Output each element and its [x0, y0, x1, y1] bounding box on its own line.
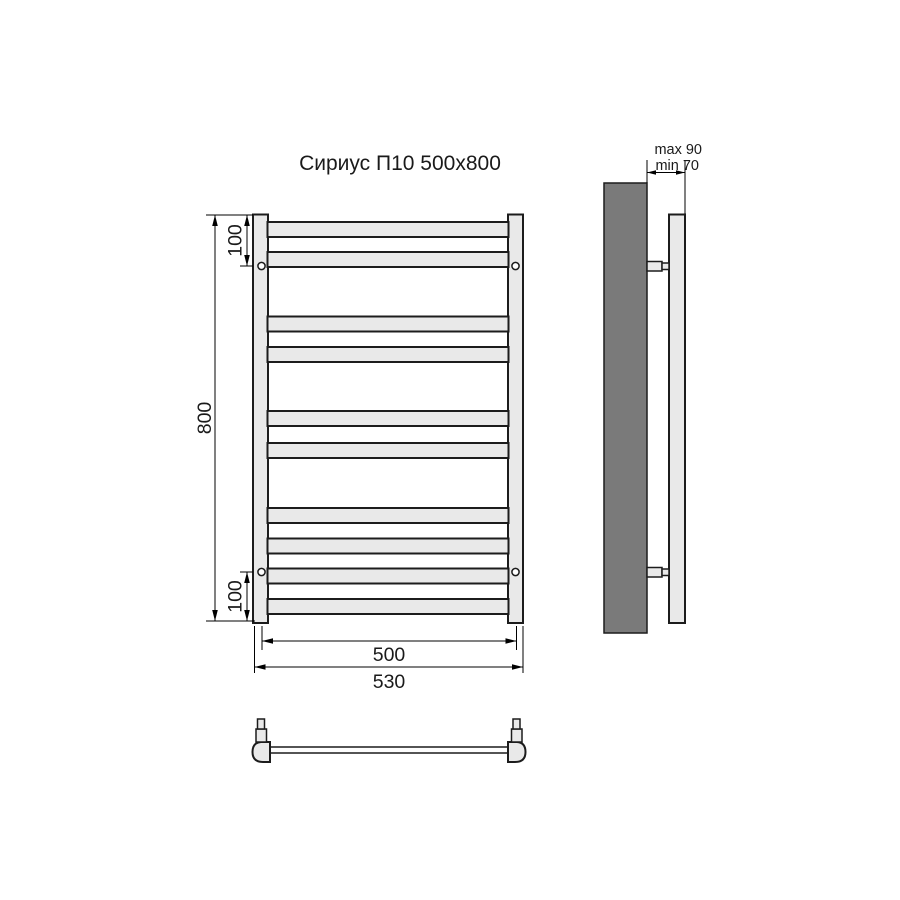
mount-hole [258, 262, 265, 269]
rung [268, 599, 509, 614]
dim-label-530: 530 [372, 671, 406, 693]
dim-label-min-70: min 70 [655, 158, 699, 174]
dim-width-500 [262, 626, 517, 666]
mount-hole [258, 568, 265, 575]
dim-top-offset-100 [225, 215, 254, 266]
bracket-bottom-base [647, 568, 662, 578]
arrow-right [512, 664, 523, 670]
wall-section [604, 183, 647, 633]
arrow-right [506, 638, 517, 644]
mount-hole [512, 568, 519, 575]
side-view [604, 142, 702, 633]
bracket-bottom-stem [662, 569, 669, 576]
rung [268, 252, 509, 267]
rung [268, 347, 509, 362]
bracket-top-stem [662, 263, 669, 270]
arrow-up [212, 215, 218, 226]
dim-height-800 [194, 215, 255, 621]
rung [268, 222, 509, 237]
rung-tube [270, 747, 510, 753]
arrow-left [255, 664, 266, 670]
arrow-left [262, 638, 273, 644]
dim-label-max-90: max 90 [654, 142, 702, 158]
rung [268, 411, 509, 426]
left-valve-tip [258, 719, 265, 729]
rung [268, 317, 509, 332]
dim-label-100-top: 100 [224, 224, 247, 257]
top-view [253, 719, 526, 762]
side-post [669, 215, 685, 624]
right-valve-tip [513, 719, 520, 729]
dim-bottom-offset-100 [225, 572, 254, 621]
left-post [253, 215, 268, 624]
bracket-top-base [647, 262, 662, 272]
dim-wall-distance [647, 142, 702, 214]
front-view [194, 215, 523, 694]
drawing-title: Сириус П10 500x800 [299, 152, 501, 175]
left-end-cap [253, 742, 271, 762]
rungs [268, 222, 509, 614]
arrow-down [212, 610, 218, 621]
rung [268, 569, 509, 584]
rung [268, 539, 509, 554]
dim-label-100-bottom: 100 [224, 580, 247, 613]
right-valve-body [512, 729, 523, 742]
right-post [508, 215, 523, 624]
rung [268, 508, 509, 523]
rung [268, 443, 509, 458]
right-end-cap [508, 742, 526, 762]
dim-label-500: 500 [372, 644, 406, 666]
left-valve-body [256, 729, 267, 742]
mount-hole [512, 262, 519, 269]
dim-label-800: 800 [194, 401, 216, 435]
